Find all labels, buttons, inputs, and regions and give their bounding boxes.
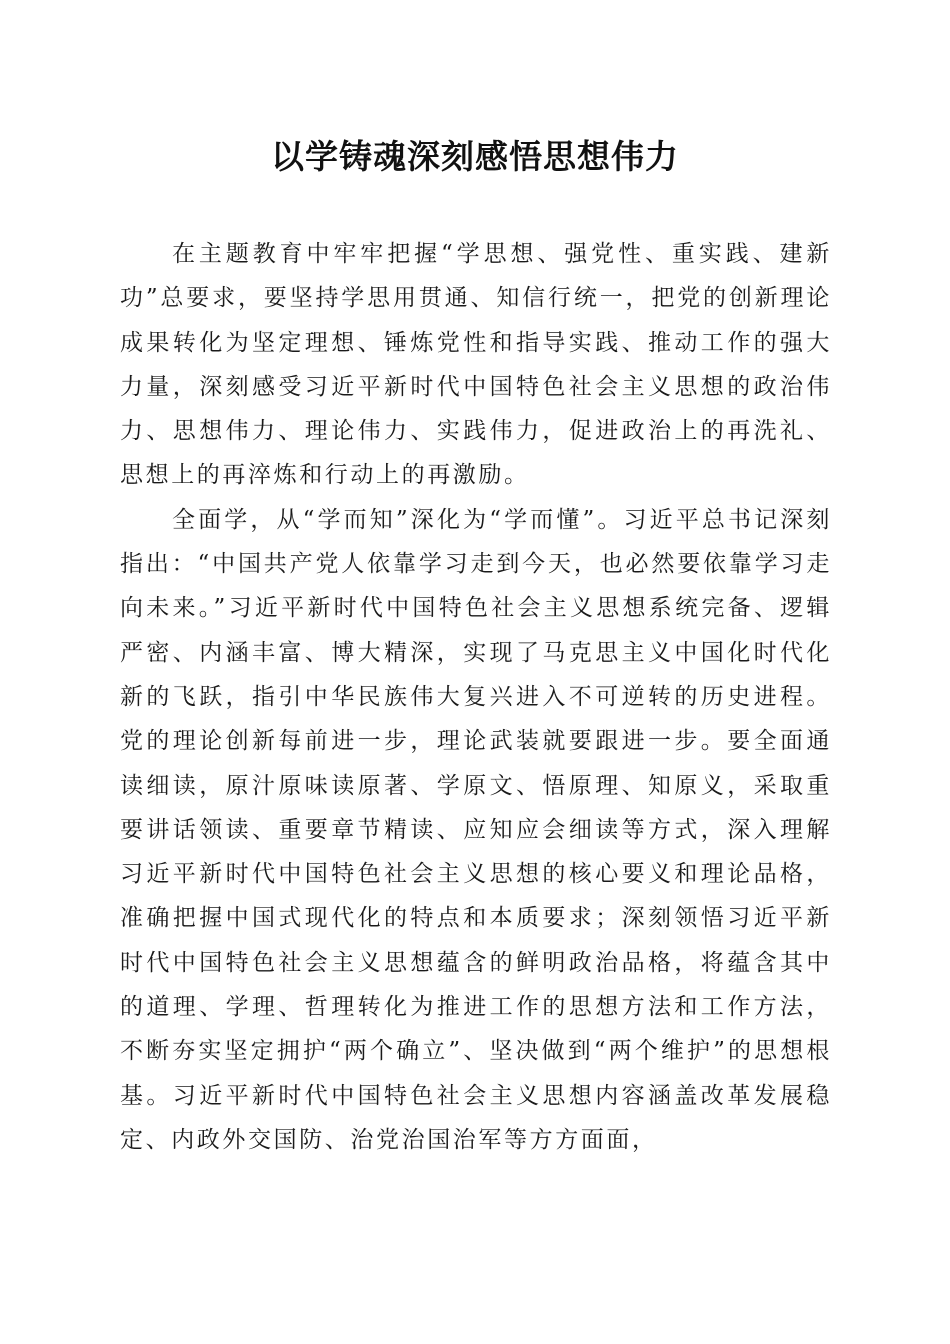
document-body (120, 232, 832, 1162)
paragraph-1: 在主题教育中牢牢把握“学思想、强党性、重实践、建新功”总要求，要坚持学思用贯通、知信行统一，把党的创新理论成果转化为坚定理想、锤炼党性和指导实践、推动工作的强大力量，深刻感受习近平新时代中国特色社会主义思想的政治伟力、思想伟力、理论伟力、实践伟力，促进政治上的再洗礼、思想上的再淬炼和行动上的再激励。 (120, 241, 832, 489)
document-title: 以学铸魂深刻感悟思想伟力 (271, 137, 679, 176)
paragraph-2: 全面学，从“学而知”深化为“学而懂”。习近平总书记深刻指出：“中国共产党人依靠学习走到今天，也必然要依靠学习走向未来。”习近平新时代中国特色社会主义思想系统完备、逻辑严密、内涵丰富、博大精深，实现了马克思主义中国化时代化新的飞跃，指引中华民族伟大复兴进入不可逆转的历史进程。党的理论创新每前进一步，理论武装就要跟进一步。要全面通读细读，原汁原味读原著、学原文、悟原理、知原义，采取重要讲话领读、重要章节精读、应知应会细读等方式，深入理解习近平新时代中国特色社会主义思想的核心要义和理论品格，准确把握中国式现代化的特点和本质要求；深刻领悟习近平新时代中国特色社会主义思想蕴含的鲜明政治品格，将蕴含其中的道理、学理、哲理转化为推进工作的思想方法和工作方法，不断夯实坚定拥护“两个确立”、坚决做到“两个维护”的思想根基。习近平新时代中国特色社会主义思想内容涵盖改革发展稳定、内政外交国防、治党治国治军等方方面面， (120, 506, 832, 1153)
